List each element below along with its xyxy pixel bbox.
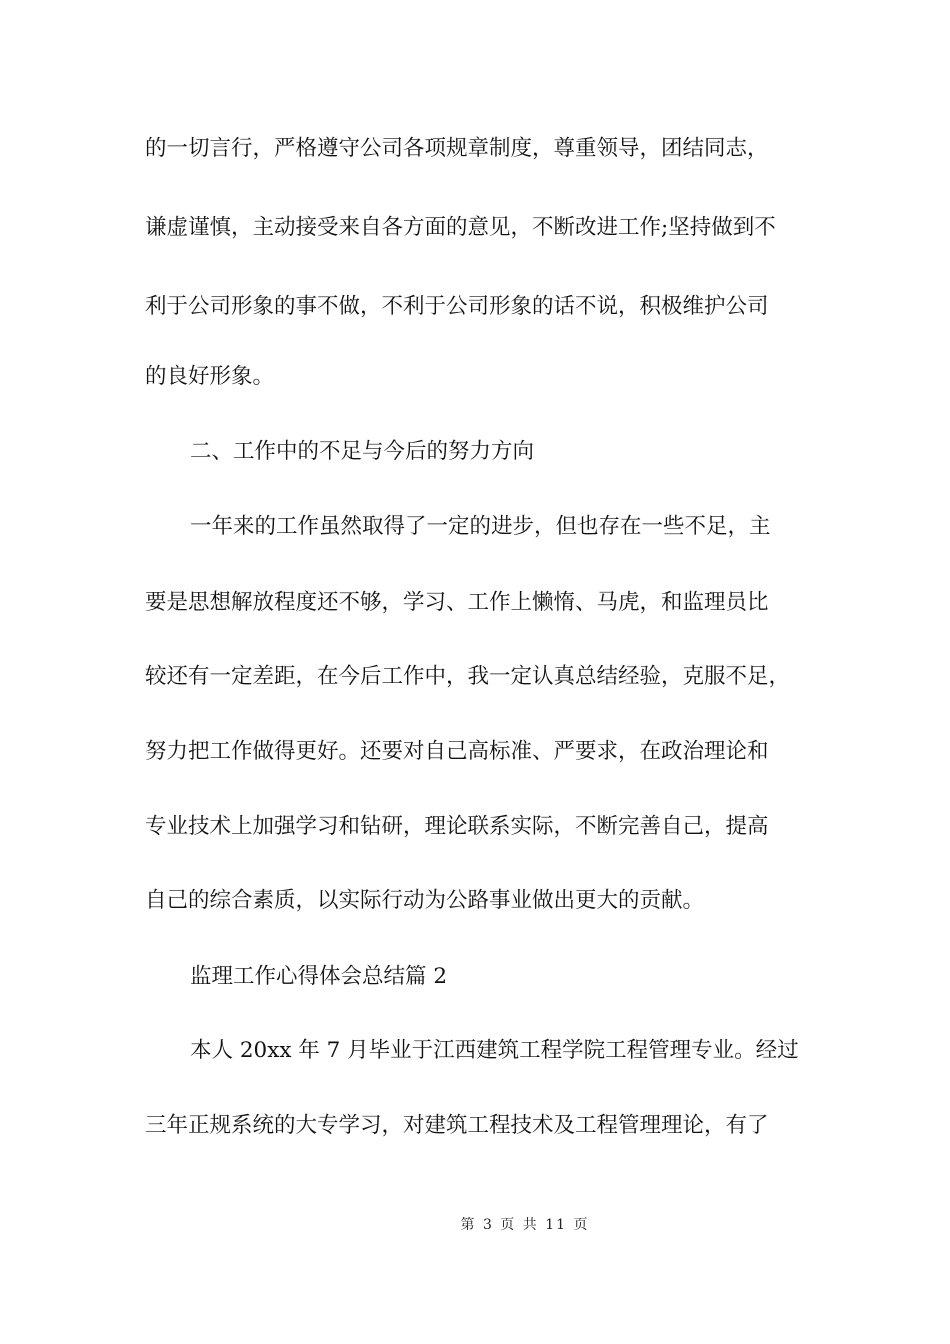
section-heading: 二、工作中的不足与今后的努力方向 <box>190 439 535 464</box>
body-text-line: 的良好形象。 <box>145 364 275 389</box>
body-text-line: 努力把工作做得更好。还要对自己高标准、严要求，在政治理论和 <box>145 739 769 764</box>
body-text-line: 三年正规系统的大专学习，对建筑工程技术及工程管理理论，有了 <box>145 1113 769 1138</box>
body-text-line: 一年来的工作虽然取得了一定的进步，但也存在一些不足，主 <box>190 514 771 539</box>
body-text-line: 利于公司形象的事不做，不利于公司形象的话不说，积极维护公司 <box>145 294 769 319</box>
page-number-footer: 第 3 页 共 11 页 <box>460 1217 590 1233</box>
body-text-line: 要是思想解放程度还不够，学习、工作上懒惰、马虎，和监理员比 <box>145 590 769 615</box>
body-text-line: 自己的综合素质，以实际行动为公路事业做出更大的贡献。 <box>145 888 705 913</box>
body-text-line: 本人 20xx 年 7 月毕业于江西建筑工程学院工程管理专业。经过 <box>190 1038 799 1063</box>
body-text-line: 谦虚谨慎，主动接受来自各方面的意见，不断改进工作;坚持做到不 <box>145 215 776 240</box>
body-text-line: 的一切言行，严格遵守公司各项规章制度，尊重领导，团结同志， <box>145 136 769 161</box>
article-title: 监理工作心得体会总结篇 2 <box>190 964 448 989</box>
body-text-line: 较还有一定差距，在今后工作中，我一定认真总结经验，克服不足， <box>145 664 791 689</box>
body-text-line: 专业技术上加强学习和钻研，理论联系实际，不断完善自己，提高 <box>145 814 769 839</box>
